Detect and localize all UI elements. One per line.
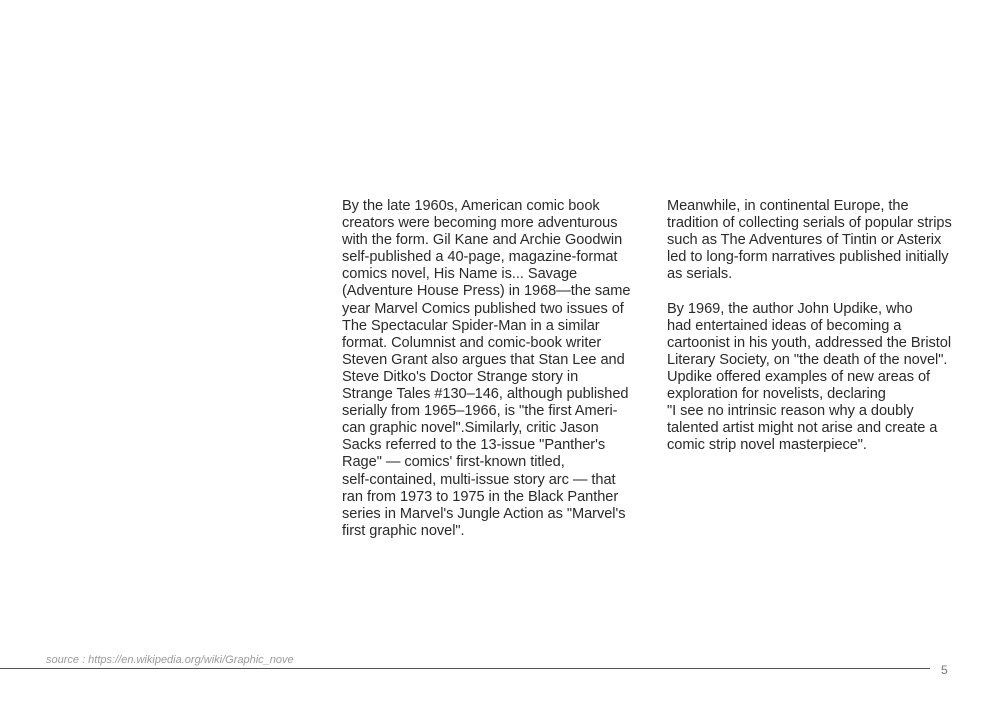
left-column-line: Steven Grant also argues that Stan Lee and [342, 351, 625, 368]
left-column-line: format. Columnist and comic-book writer [342, 334, 602, 351]
left-column-line: Sacks referred to the 13-issue "Panther's [342, 437, 606, 454]
footer-divider [0, 668, 930, 669]
left-column-line: comics novel, His Name is... Savage [342, 266, 578, 283]
right-column-line: "I see no intrinsic reason why a doubly [667, 403, 914, 420]
right-column-line: had entertained ideas of becoming a [667, 317, 902, 334]
paragraph-spacer [667, 283, 967, 300]
right-column-line: led to long-form narratives published initially [667, 249, 949, 266]
left-column-line: self-contained, multi-issue story arc — that [342, 471, 616, 488]
left-column-line: can graphic novel".Similarly, critic Jason [342, 420, 599, 437]
right-column-line: By 1969, the author John Updike, who [667, 300, 913, 317]
left-column-line: self-published a 40-page, magazine-format [342, 249, 618, 266]
right-column-line: tradition of collecting serials of popular strips [667, 215, 952, 232]
left-column-line: Steve Ditko's Doctor Strange story in [342, 368, 579, 385]
left-column-line: By the late 1960s, American comic book [342, 198, 600, 214]
left-column-line: first graphic novel". [342, 522, 465, 539]
left-column-line: serially from 1965–1966, is "the first Ameri- [342, 403, 618, 420]
right-column-line: as serials. [667, 266, 733, 283]
right-column-line: talented artist might not arise and create a [667, 420, 938, 437]
left-column-line: Rage" — comics' first-known titled, [342, 454, 565, 471]
right-column-line: exploration for novelists, declaring [667, 386, 886, 403]
left-column-line: year Marvel Comics published two issues of [342, 300, 624, 317]
right-paragraph-2 [667, 301, 967, 455]
right-column-line: Meanwhile, in continental Europe, the [667, 198, 909, 214]
left-column-line: with the form. Gil Kane and Archie Goodwin [342, 232, 623, 249]
page-number: 5 [941, 663, 948, 677]
left-column-line: creators were becoming more adventurous [342, 215, 618, 232]
left-column-line: (Adventure House Press) in 1968—the same [342, 283, 631, 300]
left-column-text [342, 198, 634, 540]
right-paragraph-1 [667, 198, 967, 283]
source-citation: source : https://en.wikipedia.org/wiki/Graphic_nove [46, 654, 294, 666]
right-column-text [667, 198, 967, 454]
left-column-line: series in Marvel's Jungle Action as "Marvel's [342, 505, 626, 522]
left-column-line: Strange Tales #130–146, although published [342, 386, 629, 403]
right-column-line: Updike offered examples of new areas of [667, 368, 931, 385]
left-column-line: ran from 1973 to 1975 in the Black Panther [342, 488, 619, 505]
right-column-line: such as The Adventures of Tintin or Asterix [667, 232, 942, 249]
right-column-line: comic strip novel masterpiece". [667, 437, 867, 454]
right-column-line: cartoonist in his youth, addressed the Bristol [667, 334, 952, 351]
left-column-line: The Spectacular Spider-Man in a similar [342, 317, 600, 334]
right-column-line: Literary Society, on "the death of the novel". [667, 351, 948, 368]
